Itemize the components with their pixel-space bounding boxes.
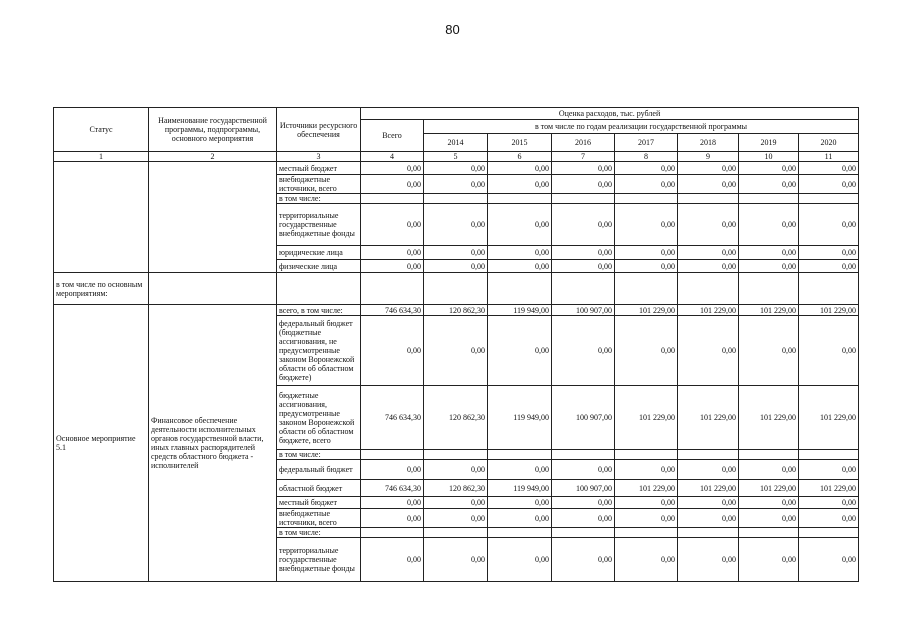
source-cell: бюджетные ассигнования, предусмотренные законом Воронежской области об областном бюджете, всего [277,386,361,450]
value-cell: 101 229,00 [799,305,859,316]
value-cell: 0,00 [361,509,424,528]
source-cell: юридические лица [277,246,361,260]
source-cell: территориальные государственные внебюджетные фонды [277,204,361,246]
value-cell: 0,00 [678,175,739,194]
header-year: 2015 [488,134,552,152]
value-cell: 0,00 [552,260,615,273]
value-cell: 0,00 [799,162,859,175]
empty-cell [799,273,859,305]
value-cell: 101 229,00 [678,386,739,450]
value-cell [678,194,739,204]
value-cell: 0,00 [799,509,859,528]
empty-cell [361,273,424,305]
value-cell: 0,00 [615,260,678,273]
value-cell: 0,00 [678,162,739,175]
header-year: 2020 [799,134,859,152]
value-cell: 101 229,00 [678,480,739,497]
source-cell: в том числе: [277,528,361,538]
value-cell: 0,00 [488,538,552,582]
value-cell [361,194,424,204]
value-cell: 0,00 [799,204,859,246]
value-cell: 101 229,00 [799,480,859,497]
value-cell: 0,00 [678,246,739,260]
expense-estimate-table [53,107,859,582]
header-name: Наименование государственной программы, подпрограммы, основного мероприятия [149,108,277,152]
value-cell: 0,00 [615,460,678,480]
value-cell: 0,00 [615,175,678,194]
value-cell [552,528,615,538]
value-cell: 101 229,00 [615,386,678,450]
column-number: 5 [424,152,488,162]
value-cell: 0,00 [678,204,739,246]
value-cell: 0,00 [488,316,552,386]
value-cell: 0,00 [678,497,739,509]
name-cell: Финансовое обеспечение деятельности исполнительных органов государственной власти, иных главных распорядителей средств областного бюджета - исполнителей [149,305,277,582]
value-cell: 0,00 [739,246,799,260]
value-cell: 0,00 [615,509,678,528]
value-cell: 0,00 [678,260,739,273]
value-cell [678,450,739,460]
header-total: Всего [361,120,424,152]
empty-cell [739,273,799,305]
value-cell: 746 634,30 [361,386,424,450]
header-status: Статус [54,108,149,152]
subheading-cell: в том числе по основным мероприятиям: [54,273,149,305]
value-cell: 0,00 [361,246,424,260]
value-cell [424,528,488,538]
value-cell: 0,00 [361,538,424,582]
value-cell: 0,00 [615,316,678,386]
column-number: 4 [361,152,424,162]
value-cell: 0,00 [799,175,859,194]
table-body [54,108,859,582]
value-cell: 0,00 [424,316,488,386]
value-cell [424,194,488,204]
value-cell: 0,00 [552,460,615,480]
source-cell: федеральный бюджет (бюджетные ассигнования, не предусмотренные законом Воронежской области об областном бюджете) [277,316,361,386]
source-cell: местный бюджет [277,162,361,175]
value-cell: 0,00 [361,497,424,509]
value-cell [739,450,799,460]
value-cell [615,450,678,460]
value-cell [799,194,859,204]
value-cell: 0,00 [424,509,488,528]
empty-cell [424,273,488,305]
value-cell: 0,00 [678,460,739,480]
value-cell: 0,00 [739,162,799,175]
value-cell: 0,00 [739,538,799,582]
subheading-row [54,273,859,305]
value-cell: 101 229,00 [615,480,678,497]
header-year: 2014 [424,134,488,152]
value-cell: 0,00 [361,162,424,175]
value-cell: 120 862,30 [424,305,488,316]
value-cell: 0,00 [361,460,424,480]
value-cell: 0,00 [361,260,424,273]
value-cell: 119 949,00 [488,305,552,316]
value-cell [739,528,799,538]
source-cell: всего, в том числе: [277,305,361,316]
value-cell: 0,00 [739,204,799,246]
value-cell: 101 229,00 [739,480,799,497]
value-cell: 101 229,00 [678,305,739,316]
source-cell: в том числе: [277,194,361,204]
value-cell: 746 634,30 [361,305,424,316]
value-cell: 100 907,00 [552,386,615,450]
value-cell: 0,00 [678,538,739,582]
name-cell [149,162,277,273]
value-cell: 0,00 [739,175,799,194]
source-cell: местный бюджет [277,497,361,509]
value-cell: 101 229,00 [615,305,678,316]
table-row [54,305,859,316]
value-cell: 119 949,00 [488,386,552,450]
column-number: 6 [488,152,552,162]
value-cell: 120 862,30 [424,480,488,497]
column-number: 7 [552,152,615,162]
status-cell: Основное мероприятие 5.1 [54,305,149,582]
empty-cell [678,273,739,305]
value-cell: 0,00 [424,460,488,480]
value-cell: 0,00 [424,538,488,582]
value-cell: 0,00 [615,204,678,246]
value-cell: 0,00 [678,509,739,528]
value-cell: 0,00 [552,538,615,582]
value-cell [678,528,739,538]
empty-cell [277,273,361,305]
source-cell: в том числе: [277,450,361,460]
value-cell: 101 229,00 [739,305,799,316]
value-cell: 0,00 [678,316,739,386]
value-cell: 0,00 [552,509,615,528]
value-cell: 0,00 [488,204,552,246]
empty-cell [488,273,552,305]
value-cell: 0,00 [424,162,488,175]
value-cell [799,450,859,460]
header-year: 2019 [739,134,799,152]
value-cell: 100 907,00 [552,305,615,316]
value-cell [488,450,552,460]
value-cell: 0,00 [488,246,552,260]
value-cell: 0,00 [424,246,488,260]
value-cell: 120 862,30 [424,386,488,450]
header-sources: Источники ресурсного обеспечения [277,108,361,152]
value-cell [552,450,615,460]
value-cell: 0,00 [799,497,859,509]
value-cell: 0,00 [424,204,488,246]
value-cell: 0,00 [615,497,678,509]
column-numbers-row [54,152,859,162]
empty-cell [149,273,277,305]
header-estimate: Оценка расходов, тыс. рублей [361,108,859,120]
header-by-years: в том числе по годам реализации государственной программы [424,120,859,134]
value-cell: 0,00 [739,509,799,528]
value-cell: 0,00 [739,460,799,480]
value-cell [361,528,424,538]
column-number: 2 [149,152,277,162]
value-cell: 0,00 [739,260,799,273]
value-cell: 0,00 [552,316,615,386]
value-cell [488,528,552,538]
value-cell: 0,00 [488,509,552,528]
table-row [54,162,859,175]
value-cell: 0,00 [552,246,615,260]
value-cell: 100 907,00 [552,480,615,497]
value-cell: 0,00 [488,162,552,175]
value-cell: 0,00 [488,497,552,509]
column-number: 1 [54,152,149,162]
source-cell: федеральный бюджет [277,460,361,480]
source-cell: внебюджетные источники, всего [277,175,361,194]
value-cell: 0,00 [361,175,424,194]
header-year: 2016 [552,134,615,152]
value-cell [552,194,615,204]
source-cell: физические лица [277,260,361,273]
value-cell: 0,00 [615,538,678,582]
value-cell [424,450,488,460]
value-cell: 0,00 [552,204,615,246]
column-number: 10 [739,152,799,162]
value-cell: 0,00 [799,460,859,480]
status-cell [54,162,149,273]
value-cell [488,194,552,204]
value-cell: 746 634,30 [361,480,424,497]
value-cell [799,528,859,538]
value-cell [739,194,799,204]
value-cell: 0,00 [488,175,552,194]
value-cell: 0,00 [424,497,488,509]
column-number: 3 [277,152,361,162]
value-cell: 0,00 [552,175,615,194]
value-cell: 0,00 [424,175,488,194]
header-year: 2017 [615,134,678,152]
column-number: 11 [799,152,859,162]
source-cell: областной бюджет [277,480,361,497]
value-cell: 0,00 [615,246,678,260]
value-cell: 119 949,00 [488,480,552,497]
value-cell: 0,00 [799,316,859,386]
value-cell: 0,00 [488,460,552,480]
value-cell: 0,00 [552,162,615,175]
value-cell: 0,00 [799,246,859,260]
value-cell: 0,00 [424,260,488,273]
value-cell: 0,00 [488,260,552,273]
value-cell [615,528,678,538]
value-cell: 0,00 [739,497,799,509]
empty-cell [552,273,615,305]
value-cell: 0,00 [799,538,859,582]
value-cell [615,194,678,204]
column-number: 9 [678,152,739,162]
value-cell: 0,00 [361,316,424,386]
source-cell: территориальные государственные внебюджетные фонды [277,538,361,582]
source-cell: внебюджетные источники, всего [277,509,361,528]
value-cell [361,450,424,460]
page-number: 80 [445,22,460,37]
value-cell: 101 229,00 [799,386,859,450]
value-cell: 0,00 [739,316,799,386]
empty-cell [615,273,678,305]
value-cell: 0,00 [552,497,615,509]
value-cell: 0,00 [361,204,424,246]
header-year: 2018 [678,134,739,152]
value-cell: 0,00 [615,162,678,175]
column-number: 8 [615,152,678,162]
value-cell: 0,00 [799,260,859,273]
value-cell: 101 229,00 [739,386,799,450]
